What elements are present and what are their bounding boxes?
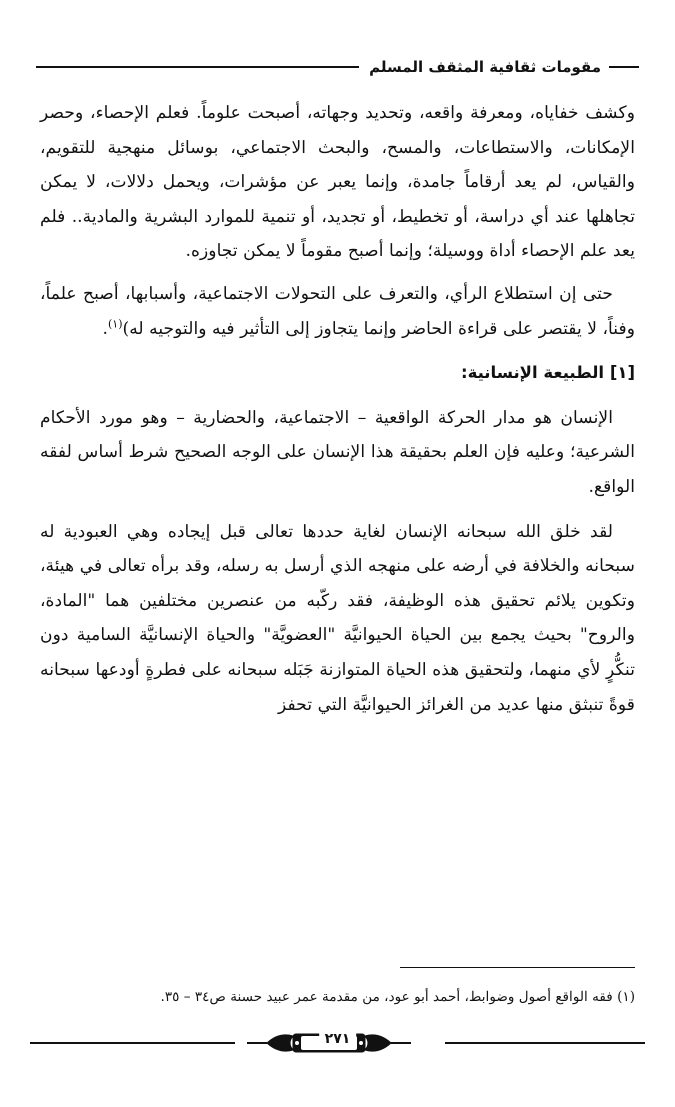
section-heading: [١] الطبيعة الإنسانية: xyxy=(460,363,635,383)
footnote-separator xyxy=(400,967,635,968)
running-header-title: مقومات ثقافية المثقف المسلم xyxy=(369,58,601,76)
paragraph-2-end: . xyxy=(102,318,108,339)
paragraph-2-text: حتى إن استطلاع الرأي، والتعرف على التحولات الاجتماعية، وأسبابها، أصبح علماً، وفناً، لا يقتصر على قراءة الحاضر وإنما يتجاوز إلى التأثير فيه والتوجيه له) xyxy=(40,283,635,339)
page-number: ٢٧١ xyxy=(319,1031,357,1047)
footer-rule-left xyxy=(30,1042,235,1044)
footer-rule-right xyxy=(445,1042,645,1044)
header-dash xyxy=(609,66,639,68)
page-footer xyxy=(30,1028,645,1058)
paragraph-3: الإنسان هو مدار الحركة الواقعية – الاجتماعية، والحضارية – وهو مورد الأحكام الشرعية؛ وعليه فإن العلم بحقيقة هذا الإنسان على الوجه الصحيح شرط أساس لفقه الواقع. xyxy=(40,407,635,497)
paragraph-2 xyxy=(40,277,635,346)
running-header xyxy=(36,56,639,78)
paragraph-1: وكشف خفاياه، ومعرفة واقعه، وتحديد وجهاته، أصبحت علوماً. فعلم الإحصاء، وحصر الإمكانات، والاستطاعات، والمسح، والبحث الاجتماعي، بوسائل منهجية للتقويم، والقياس، لم يعد أرقاماً جامدة، وإنما يعبر عن مؤشرات، ويحمل دلالات، لا يمكن تجاهلها عند أي دراسة، أو تخطيط، أو تجديد، أو تنمية للموارد البشرية والمادية.. فلم يعد علم الإحصاء أداة ووسيلة؛ وإنما أصبح مقوماً لا يمكن تجاوزه. xyxy=(40,103,635,262)
footnote-reference: (١) xyxy=(107,316,123,330)
body-text xyxy=(40,96,635,732)
header-rule xyxy=(36,66,359,68)
paragraph-4: لقد خلق الله سبحانه الإنسان لغاية حددها تعالى قبل إيجاده وهي العبودية له سبحانه والخلافة في أرضه على منهجه الذي أرسل به رسله، وقد برأه تعالى في هيئة، وتكوين يلائم تحقيق هذه الوظيفة، فقد ركّبه من عنصرين مختلفين هما "المادة، والروح" بحيث يجمع بين الحياة الحيوانيَّة "العضويَّة" والحياة الإنسانيَّة السامية دون تنكُّرٍ لأي منهما، ولتحقيق هذه الحياة المتوازنة جَبَله سبحانه على فطرةٍ أودعها سبحانه قوةً تنبثق منها عديد من الغرائز الحيوانيَّة التي تحفز xyxy=(40,521,635,715)
footnote: (١) فقه الواقع أصول وضوابط، أحمد أبو عود، من مقدمة عمر عبيد حسنة ص٣٤ – ٣٥. xyxy=(160,989,635,1005)
